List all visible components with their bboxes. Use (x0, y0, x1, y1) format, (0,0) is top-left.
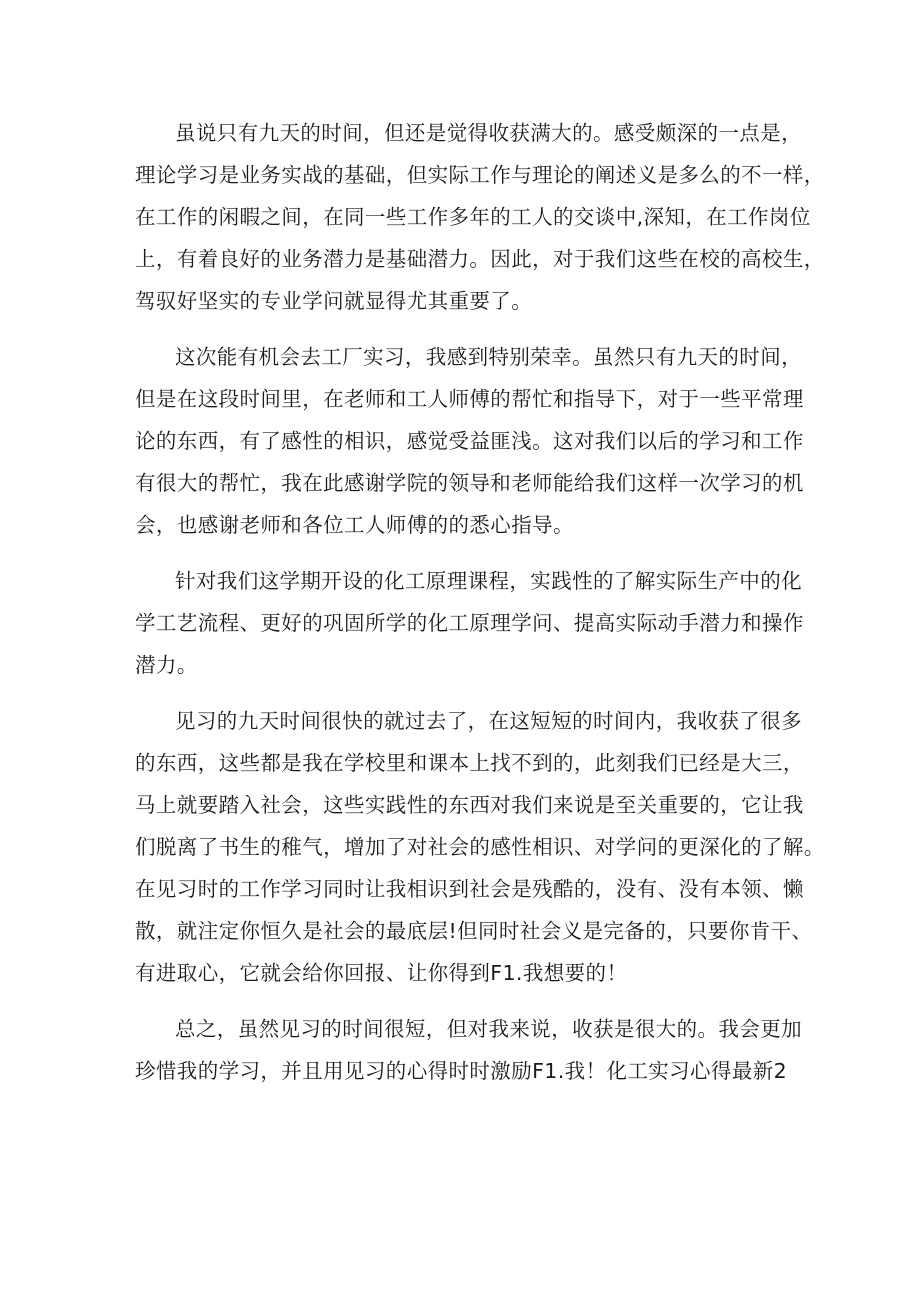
paragraph-5 (135, 1008, 802, 1092)
text-line: 们脱离了书生的稚气，增加了对社会的感性相识、对学问的更深化的了解。 (135, 835, 825, 859)
text-line: 在见习时的工作学习同时让我相识到社会是残酷的，没有、没有本领、懒 (135, 877, 804, 901)
text-line: 上，有着良好的业务潜力是基础潜力。因此，对于我们这些在校的高校生， (135, 247, 825, 271)
text-line: 珍惜我的学习，并且用见习的心得时时激励F1.我！化工实习心得最新2 (135, 1059, 788, 1083)
text-line: 驾驭好坚实的专业学问就显得尤其重要了。 (135, 289, 533, 313)
text-line: 有进取心，它就会给你回报、让你得到F1.我想要的！ (135, 961, 628, 985)
text-line: 有很大的帮忙，我在此感谢学院的领导和老师能给我们这样一次学习的机 (135, 471, 804, 495)
text-line: 马上就要踏入社会，这些实践性的东西对我们来说是至关重要的，它让我 (135, 793, 804, 817)
text-line: 见习的九天时间很快的就过去了，在这短短的时间内，我收获了很多 (175, 709, 802, 733)
text-line: 散，就注定你恒久是社会的最底层!但同时社会义是完备的，只要你肯干、 (135, 919, 813, 943)
paragraph-1 (135, 112, 825, 322)
text-line: 虽说只有九天的时间，但还是觉得收获满大的。感受颇深的一点是， (175, 121, 802, 145)
paragraph-2 (135, 336, 804, 546)
text-line: 的东西，这些都是我在学校里和课本上找不到的，此刻我们已经是大三， (135, 751, 804, 775)
text-line: 理论学习是业务实战的基础，但实际工作与理论的阐述义是多么的不一样， (135, 163, 825, 187)
text-line: 总之，虽然见习的时间很短，但对我来说，收获是很大的。我会更加 (175, 1017, 802, 1041)
text-line: 在工作的闲暇之间，在同一些工作多年的工人的交谈中,深知，在工作岗位 (135, 205, 811, 229)
text-line: 但是在这段时间里，在老师和工人师傅的帮忙和指导下，对于一些平常理 (135, 387, 804, 411)
text-line: 会，也感谢老师和各位工人师傅的的悉心指导。 (135, 513, 574, 537)
text-line: 论的东西，有了感性的相识，感觉受益匪浅。这对我们以后的学习和工作 (135, 429, 804, 453)
text-line: 学工艺流程、更好的巩固所学的化工原理学问、提高实际动手潜力和操作 (135, 611, 804, 635)
document-body (135, 112, 825, 1106)
paragraph-3 (135, 560, 804, 686)
text-line: 这次能有机会去工厂实习，我感到特别荣幸。虽然只有九天的时间， (175, 345, 802, 369)
paragraph-4 (135, 700, 825, 994)
text-line: 潜力。 (135, 653, 198, 677)
text-line: 针对我们这学期开设的化工原理课程，实践性的了解实际生产中的化 (175, 569, 802, 593)
